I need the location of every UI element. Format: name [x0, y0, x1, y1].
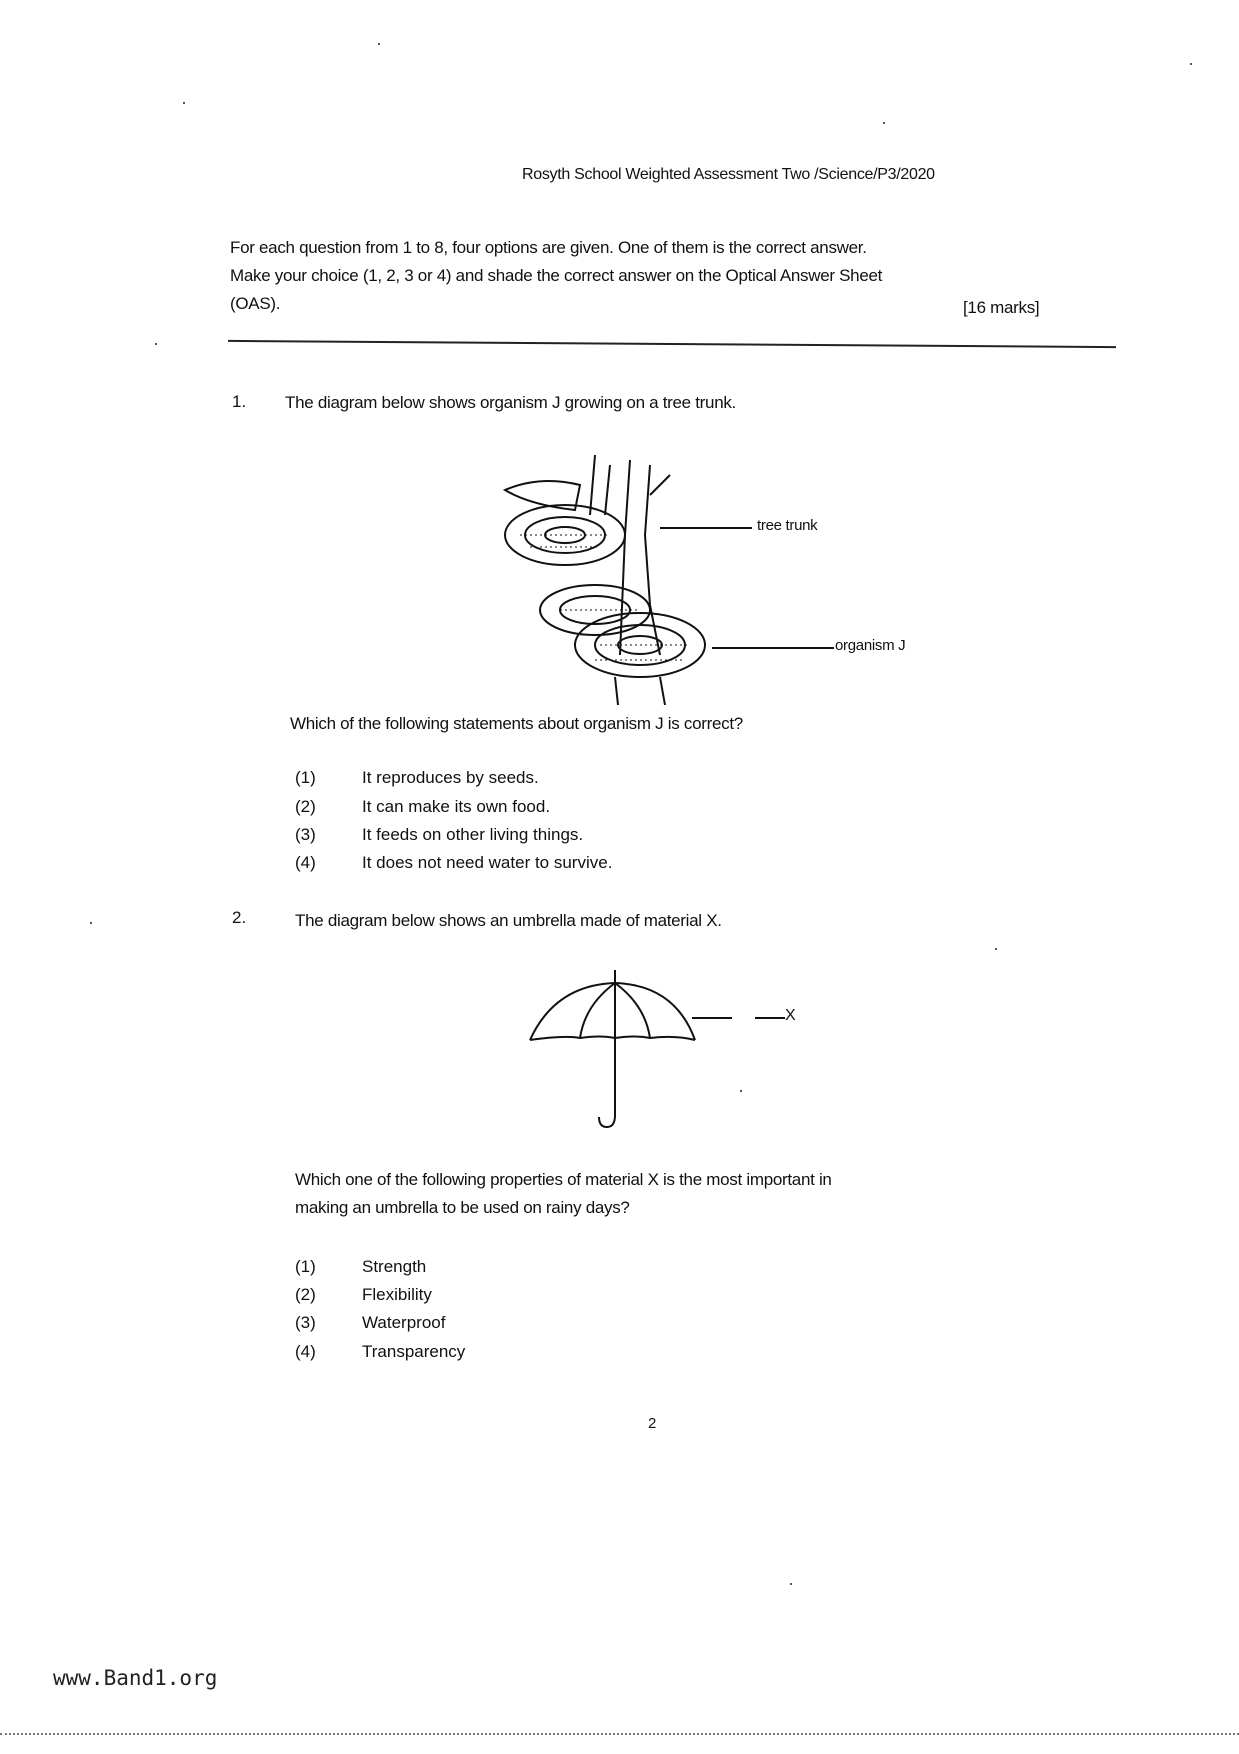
- label-organism-j: organism J: [835, 637, 906, 654]
- option-number: (1): [295, 768, 316, 787]
- q2-option-1[interactable]: [295, 1257, 427, 1277]
- total-marks: [16 marks]: [963, 298, 1040, 317]
- fungus-on-tree-diagram: [500, 455, 740, 710]
- q1-option-1[interactable]: [295, 768, 539, 788]
- question-2-prompt-line-2: making an umbrella to be used on rainy days?: [295, 1198, 630, 1217]
- option-text: It can make its own food.: [362, 797, 551, 816]
- option-number: (2): [295, 797, 316, 816]
- page-number: 2: [648, 1415, 657, 1432]
- divider: [228, 340, 1116, 348]
- page-header: Rosyth School Weighted Assessment Two /Science/P3/2020: [522, 166, 935, 183]
- option-number: (4): [295, 853, 316, 872]
- option-text: Flexibility: [362, 1285, 432, 1304]
- q1-option-3[interactable]: [295, 825, 584, 845]
- question-2-prompt-line-1: Which one of the following properties of material X is the most important in: [295, 1170, 832, 1189]
- q1-option-4[interactable]: [295, 853, 613, 873]
- label-x: X: [785, 1007, 796, 1024]
- tree-trunk-pointer: [660, 527, 752, 529]
- umbrella-diagram: [525, 965, 705, 1145]
- option-text: It feeds on other living things.: [362, 825, 584, 844]
- q2-option-3[interactable]: [295, 1313, 446, 1333]
- option-text: It reproduces by seeds.: [362, 768, 539, 787]
- x-pointer: [692, 1017, 732, 1019]
- option-text: Waterproof: [362, 1313, 446, 1332]
- scan-speck: [155, 343, 157, 345]
- scan-speck: [790, 1583, 792, 1585]
- x-pointer-2: [755, 1017, 785, 1019]
- instructions-line-2: Make your choice (1, 2, 3 or 4) and shade the correct answer on the Optical Answer Sheet: [230, 266, 883, 285]
- question-1-number: 1.: [232, 392, 247, 411]
- scan-speck: [995, 948, 997, 950]
- instructions-line-1: For each question from 1 to 8, four options are given. One of them is the correct answer.: [230, 238, 867, 257]
- label-tree-trunk: tree trunk: [757, 517, 818, 534]
- option-number: (1): [295, 1257, 316, 1276]
- q1-option-2[interactable]: [295, 797, 551, 817]
- question-1-stem: The diagram below shows organism J growing on a tree trunk.: [285, 393, 736, 412]
- question-2-number: 2.: [232, 908, 247, 927]
- option-text: Transparency: [362, 1342, 466, 1361]
- option-number: (3): [295, 1313, 316, 1332]
- scan-speck: [1190, 63, 1192, 65]
- q2-option-4[interactable]: [295, 1342, 466, 1362]
- option-text: It does not need water to survive.: [362, 853, 613, 872]
- scan-speck: [90, 922, 92, 924]
- option-text: Strength: [362, 1257, 427, 1276]
- scan-edge: [0, 1733, 1239, 1737]
- watermark: www.Band1.org: [53, 1666, 218, 1690]
- option-number: (3): [295, 825, 316, 844]
- organism-j-pointer: [712, 647, 834, 649]
- instructions-line-3: (OAS).: [230, 294, 281, 313]
- scan-speck: [183, 102, 185, 104]
- scan-speck: [883, 122, 885, 124]
- question-2-stem: The diagram below shows an umbrella made of material X.: [295, 911, 722, 930]
- scan-speck: [378, 43, 380, 45]
- option-number: (4): [295, 1342, 316, 1361]
- question-1-prompt: Which of the following statements about organism J is correct?: [290, 714, 743, 733]
- scan-speck: [740, 1090, 742, 1092]
- option-number: (2): [295, 1285, 316, 1304]
- q2-option-2[interactable]: [295, 1285, 432, 1305]
